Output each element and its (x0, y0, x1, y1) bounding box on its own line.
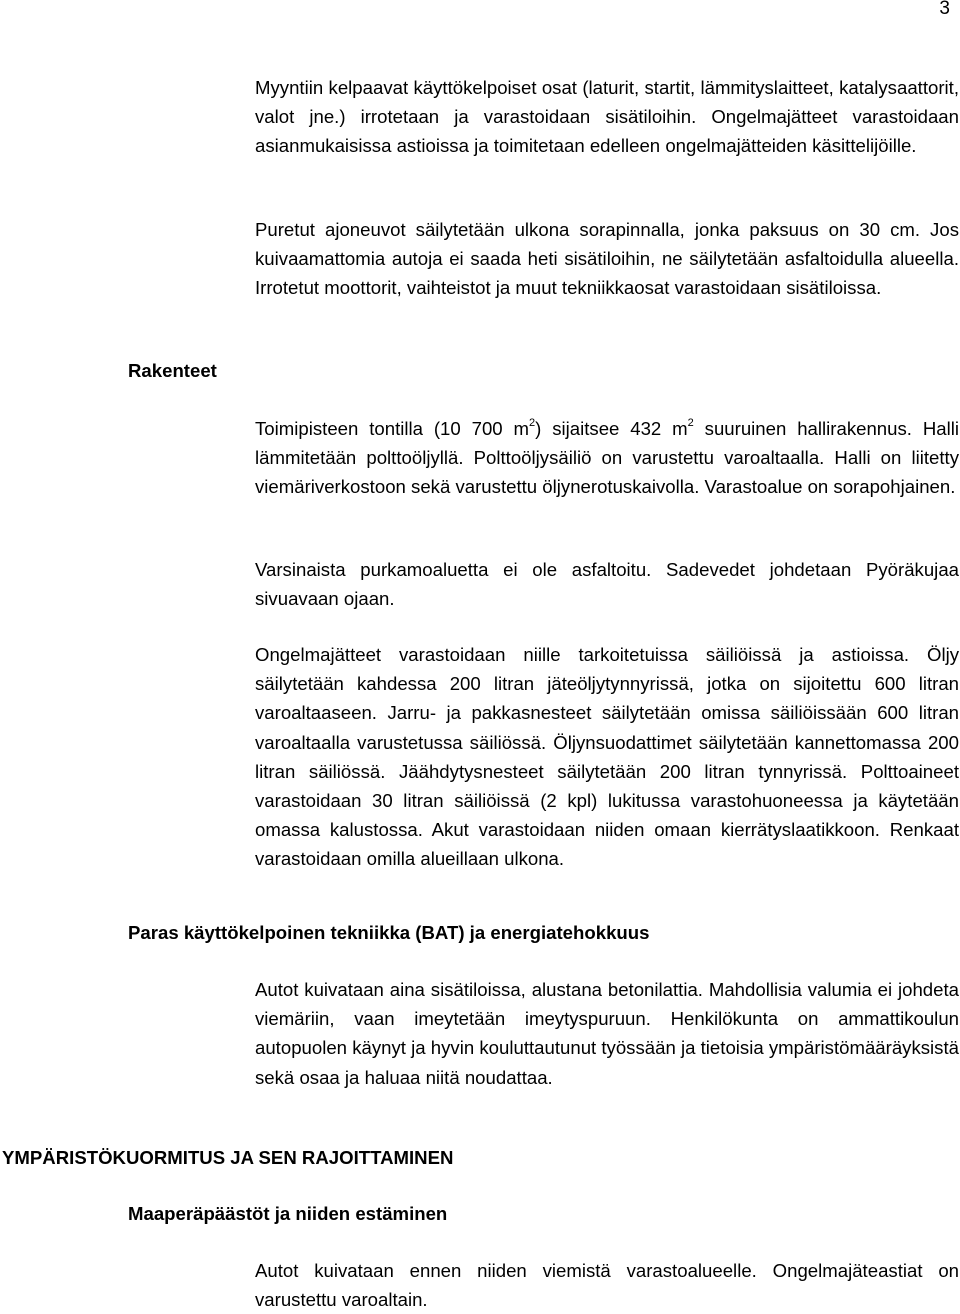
heading-main-section: YMPÄRISTÖKUORMITUS JA SEN RAJOITTAMINEN (2, 1147, 454, 1168)
paragraph-bat: Autot kuivataan aina sisätiloissa, alustana betonilattia. Mahdollisia valumia ei johdeta viemäriin, vaan imeytetään imeytyspuruun. Henkilökunta on ammattikoulun autopuolen käynyt ja hyvin kouluttautunut työssään ja tietoisia ympäristömääräyksistä sekä osaa ja haluaa niitä noudattaa. (255, 979, 959, 1088)
paragraph-soil-emissions: Autot kuivataan ennen niiden viemistä varastoalueelle. Ongelmajäteastiat on varustettu varoaltain. (255, 1260, 959, 1311)
paragraph-hall-building (255, 414, 959, 502)
superscript-2: 2 (687, 416, 694, 429)
superscript-2: 2 (529, 416, 536, 429)
heading-bat: Paras käyttökelpoinen tekniikka (BAT) ja energiatehokkuus (128, 922, 650, 943)
paragraph-vehicle-storage: Puretut ajoneuvot säilytetään ulkona sorapinnalla, jonka paksuus on 30 cm. Jos kuivaamattomia autoja ei saada heti sisätiloihin, ne säilytetään asfaltoidulla alueella. Irrotetut moottorit, vaihteistot ja muut tekniikkaosat varastoidaan sisätiloissa. (255, 219, 959, 299)
paragraph-surface-water: Varsinaista purkamoaluetta ei ole asfaltoitu. Sadevedet johdetaan Pyöräkujaa sivuavaan ojaan. (255, 559, 959, 610)
heading-rakenteet: Rakenteet (128, 360, 217, 381)
heading-soil-emissions: Maaperäpäästöt ja niiden estäminen (128, 1203, 448, 1224)
hall-text-a: Toimipisteen tontilla (10 700 m (255, 418, 529, 439)
hall-text-b: ) sijaitsee 432 m (535, 418, 688, 439)
paragraph-parts-storage: Myyntiin kelpaavat käyttökelpoiset osat (laturit, startit, lämmityslaitteet, katalysaattorit, valot jne.) irrotetaan ja varastoidaan sisätiloihin. Ongelmajätteet varastoidaan asianmukaisissa astioissa ja toimitetaan edelleen ongelmajätteiden käsittelijöille. (255, 77, 959, 157)
paragraph-hazardous-waste: Ongelmajätteet varastoidaan niille tarkoitetuissa säiliöissä ja astioissa. Öljy säilytetään kahdessa 200 litran jäteöljytynnyrissä, jotka on sijoitettu 600 litran varoaltaaseen. Jarru- ja pakkasnesteet säilytetään omissa säiliöissään 600 litran varoaltaalla varustetussa säiliössä. Öljynsuodattimet säilytetään kannettomassa 200 litran säiliössä. Jäähdytysnesteet säilytetään 200 litran tynnyrissä. Polttoaineet varastoidaan 30 litran säiliöissä (2 kpl) lukitussa varastohuoneessa ja käytetään omassa kalustossa. Akut varastoidaan niiden omaan kierrätyslaatikkoon. Renkaat varastoidaan omilla alueillaan ulkona. (255, 644, 959, 870)
page-number: 3 (939, 0, 950, 19)
hall-text-c: suuruinen hallirakennus. Halli lämmitetään polttoöljyllä. Polttoöljysäiliö on varustettu varoaltaalla. Halli on liitetty viemäriverkostoon sekä varustettu öljynerotuskaivolla. Varastoalue on sorapohjainen. (255, 418, 959, 498)
